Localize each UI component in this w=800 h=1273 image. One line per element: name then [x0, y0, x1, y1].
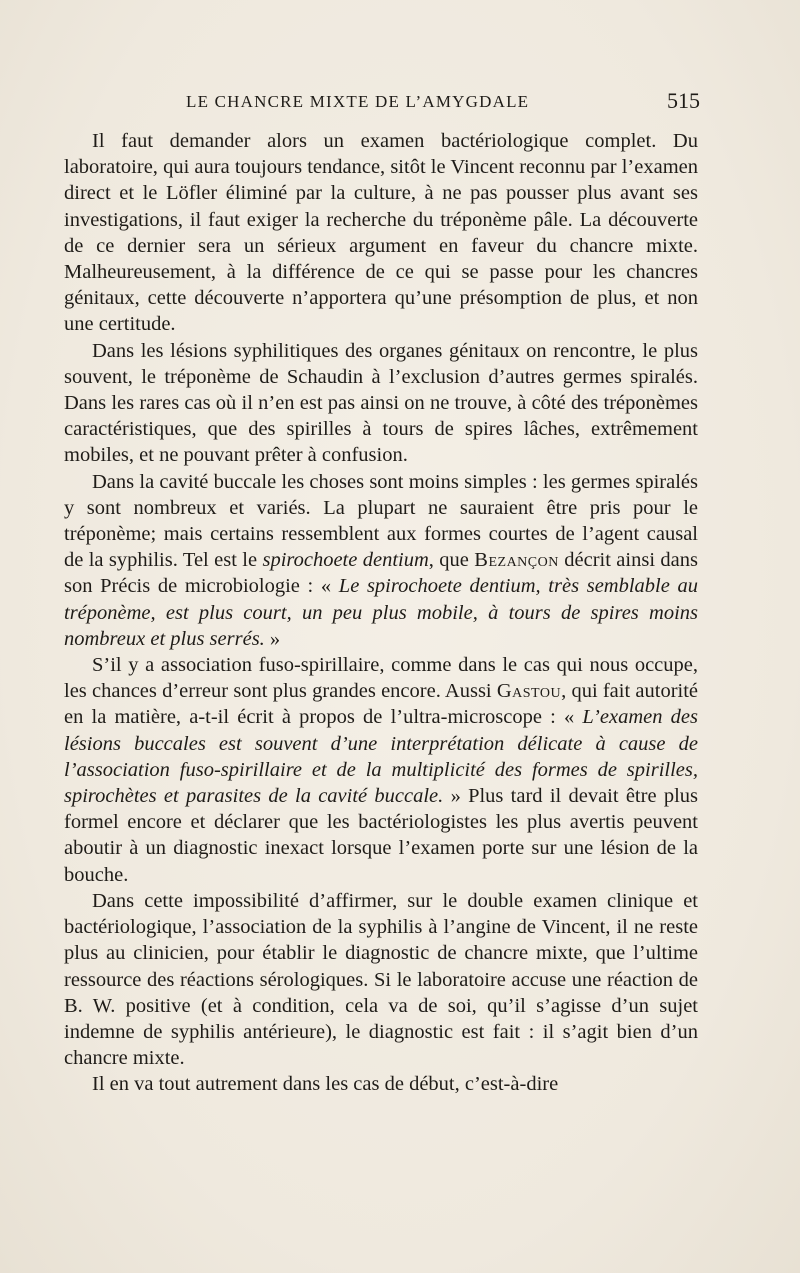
paragraph-5: Dans cette impossibilité d’affirmer, sur le double examen clinique et bactériologique, l’association de la syphilis à l’angine de Vincent, il ne reste plus au clinicien, pour établir le diagnostic de chancre mixte, que l’ultime ressource des réactions sérologiques. Si le laboratoire accuse une réaction de B. W. positive (et à condition, cela va de soi, qu’il s’agisse d’un sujet indemne de syphilis antérieure), le diagnostic est fait : il s’agit bien d’un chancre mixte.	[64, 889, 698, 1070]
paragraph-2: Dans les lésions syphilitiques des organes génitaux on rencontre, le plus souvent, le tréponème de Schaudin à l’exclusion d’autres germes spiralés. Dans les rares cas où il n’en est pas ainsi on ne trouve, à côté des tréponèmes caractéristiques, que des spirilles à tours de spires lâches, extrêmement mobiles, et ne pouvant prêter à confusion.	[64, 339, 698, 467]
body-text	[64, 128, 698, 1098]
paragraph-3	[64, 469, 698, 652]
paragraph-4	[64, 652, 698, 888]
p3-text-e: décrit ainsi dans son Précis de microbiologie : «	[64, 549, 698, 598]
running-head	[186, 88, 700, 118]
p4-quote: L’examen des lésions buccales est souvent d’une interprétation délicate à cause de l’association fuso-spirillaire et de la multiplicité des formes de spirilles, spirochètes et parasites de la cavité buccale.	[64, 706, 698, 808]
p3-term: spirochoete dentium	[262, 549, 429, 572]
running-title: LE CHANCRE MIXTE DE L’AMYGDALE	[186, 92, 530, 111]
p3-quote: Le spirochoete dentium, très semblable au tréponème, est plus court, un peu plus mobile, à tours de spires moins nombreux et plus serrés.	[64, 575, 698, 650]
p4-text-a: S’il y a association fuso-spirillaire, comme dans le cas qui nous occupe, les chances d’erreur sont plus grandes encore. Aussi	[64, 654, 698, 703]
p3-text-c: , que	[428, 549, 475, 572]
p4-text-e: » Plus tard il devait être plus formel encore et déclarer que les bactériologistes les plus avertis peuvent aboutir à un diagnostic inexact lorsque l’examen porte sur une lésion de la bouche.	[64, 785, 698, 886]
paragraph-1: Il faut demander alors un examen bactériologique complet. Du laboratoire, qui aura toujours tendance, sitôt le Vincent reconnu par l’examen direct et le Löfler éliminé par la culture, à ne pas pousser plus avant ses investigations, il faut exiger la recherche du tréponème pâle. La découverte de ce dernier sera un sérieux argument en faveur du chancre mixte. Malheureusement, à la différence de ce qui se passe pour les chancres génitaux, cette découverte n’apportera qu’une présomption de plus, et non une certitude.	[64, 130, 698, 336]
p3-text-a: Dans la cavité buccale les choses sont moins simples : les germes spiralés y sont nombreux et variés. La plupart ne sauraient être pris pour le tréponème; mais certains ressemblent aux formes courtes de l’agent causal de la syphilis. Tel est le	[64, 470, 698, 572]
paragraph-6: Il en va tout autrement dans les cas de début, c’est-à-dire	[92, 1073, 559, 1096]
page-number: 515	[667, 88, 700, 113]
author-gastou: Gastou	[496, 680, 562, 703]
p3-text-g: »	[264, 627, 281, 650]
p4-text-c: , qui fait autorité en la matière, a-t-il écrit à propos de l’ultra-microscope : «	[64, 680, 699, 729]
author-bezancon: Bezançon	[474, 549, 559, 572]
